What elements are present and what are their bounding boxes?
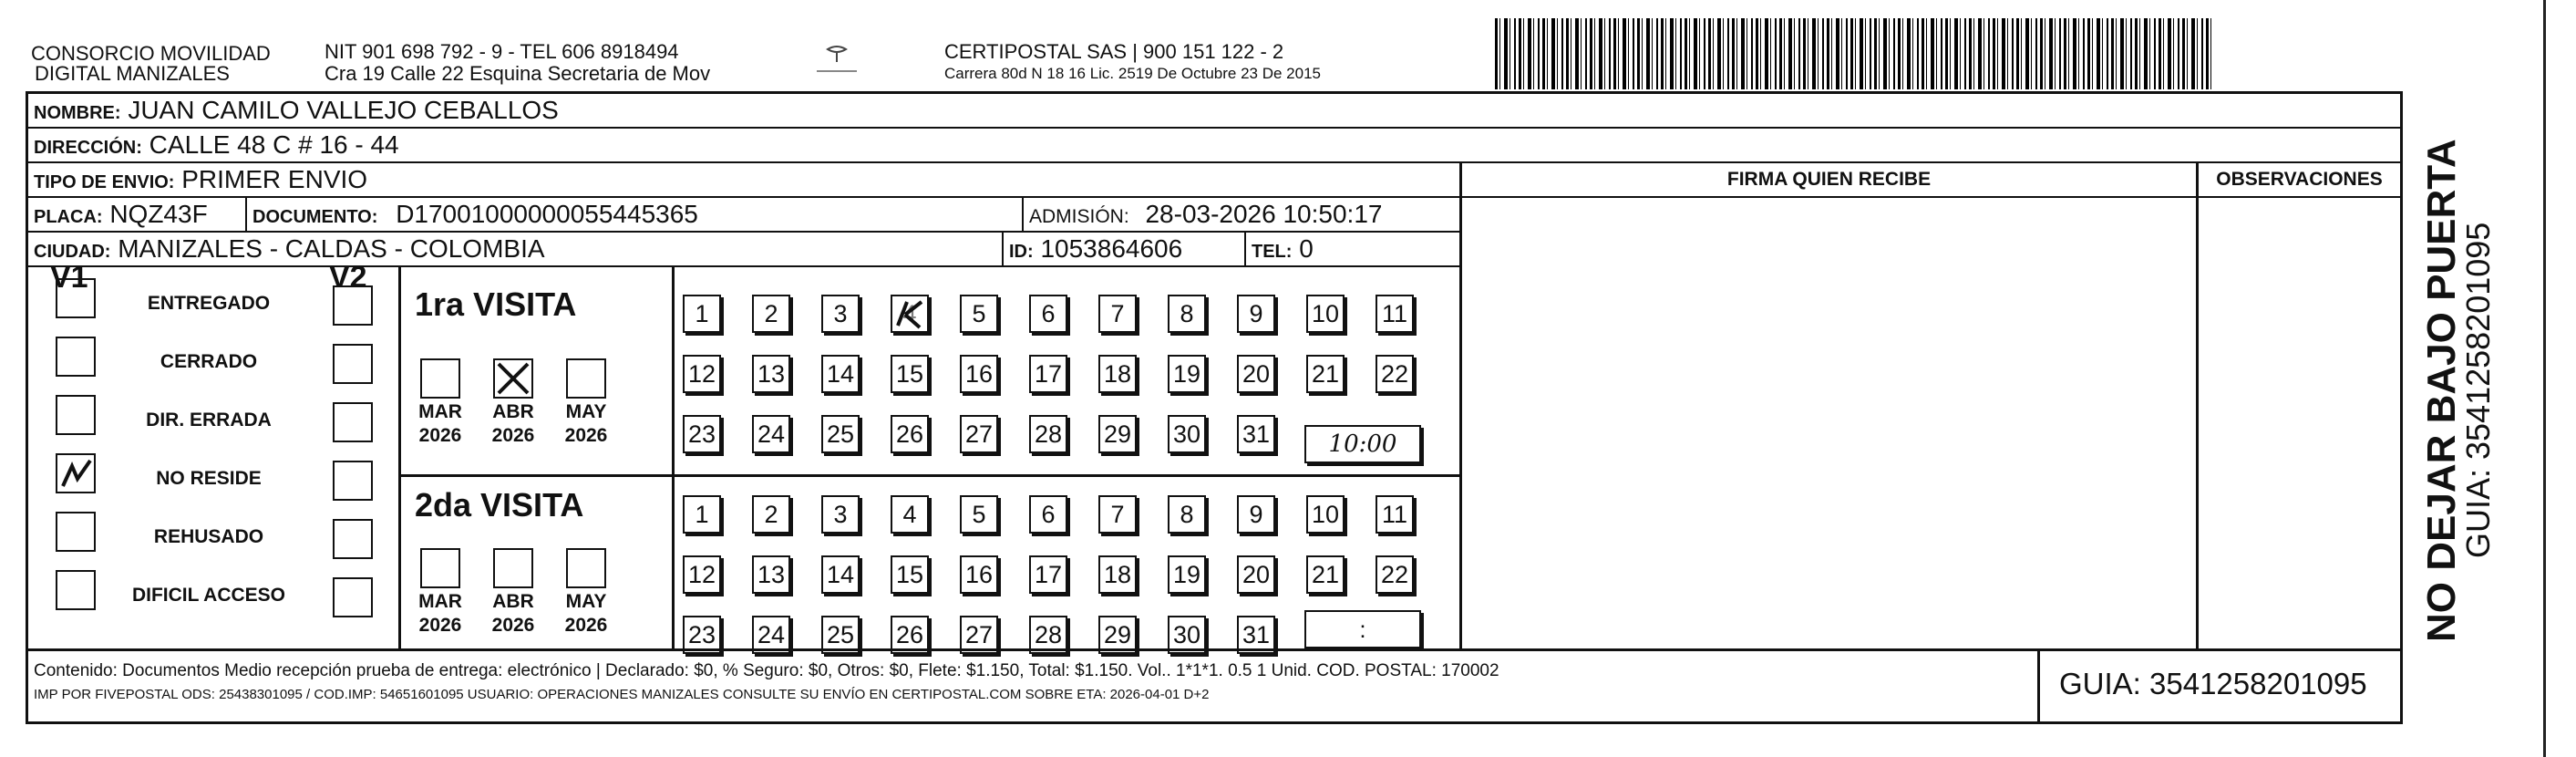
day-box-8[interactable]: 8	[1168, 295, 1206, 333]
month-label: MAR	[418, 591, 462, 612]
direccion-label: DIRECCIÓN:	[34, 138, 142, 158]
day-box-2[interactable]: 2	[752, 295, 790, 333]
month-label: ABR	[492, 401, 534, 422]
v1-checkbox-4[interactable]	[56, 512, 96, 552]
day-box-15[interactable]: 15	[891, 355, 929, 393]
month-option	[484, 400, 542, 448]
day-box-31[interactable]: 31	[1237, 415, 1275, 453]
day-box-23[interactable]: 23	[683, 616, 721, 654]
day-box-21[interactable]: 21	[1306, 355, 1345, 393]
day-box-16[interactable]: 16	[960, 555, 998, 594]
day-box-11[interactable]: 11	[1376, 295, 1414, 333]
day-box-3[interactable]: 3	[821, 495, 860, 534]
day-box-25[interactable]: 25	[821, 616, 860, 654]
ciudad-row	[28, 233, 1459, 267]
year-label: 2026	[491, 425, 535, 446]
v1-checkbox-3[interactable]	[56, 453, 96, 493]
day-box-16[interactable]: 16	[960, 355, 998, 393]
tipo-value: PRIMER ENVIO	[181, 165, 368, 193]
day-box-11[interactable]: 11	[1376, 495, 1414, 534]
day-box-6[interactable]: 6	[1029, 495, 1067, 534]
day-box-1[interactable]: 1	[683, 295, 721, 333]
month-checkbox-abr[interactable]	[493, 358, 533, 399]
tel-value: 0	[1299, 234, 1314, 263]
admision-label: ADMISIÓN:	[1029, 206, 1129, 227]
second-visit-title: 2da VISITA	[415, 486, 584, 524]
year-label: 2026	[564, 615, 608, 636]
month-option	[484, 590, 542, 638]
v2-checkbox-1[interactable]	[333, 344, 373, 384]
tipo-row	[28, 163, 1459, 198]
no-dejar-bajo-puerta: NO DEJAR BAJO PUERTA	[2419, 139, 2464, 642]
month-option	[411, 590, 469, 638]
observaciones-label: OBSERVACIONES	[2216, 169, 2383, 190]
footer-guia-divider	[2037, 650, 2040, 721]
day-box-10[interactable]: 10	[1306, 295, 1345, 333]
status-option-label: REHUSADO	[153, 526, 264, 547]
month-divider	[672, 267, 675, 650]
day-box-12[interactable]: 12	[683, 355, 721, 393]
footer-guia: GUIA: 3541258201095	[2059, 667, 2367, 700]
month-checkbox-mar[interactable]	[420, 548, 460, 588]
year-label: 2026	[491, 615, 535, 636]
id-value: 1053864606	[1040, 234, 1183, 263]
day-box-24[interactable]: 24	[752, 616, 790, 654]
v2-checkbox-0[interactable]	[333, 285, 373, 326]
documento-cell	[245, 198, 1049, 231]
documento-label: DOCUMENTO:	[252, 207, 378, 227]
day-box-3[interactable]: 3	[821, 295, 860, 333]
v2-label: V2	[329, 260, 367, 295]
day-box-26[interactable]: 26	[891, 415, 929, 453]
day-box-9[interactable]: 9	[1237, 495, 1275, 534]
v1-checkbox-2[interactable]	[56, 395, 96, 435]
day-box-29[interactable]: 29	[1098, 616, 1137, 654]
month-checkbox-may[interactable]	[566, 358, 606, 399]
month-label: ABR	[492, 591, 534, 612]
courier-name-line: CERTIPOSTAL SAS | 900 151 122 - 2	[944, 40, 1284, 63]
nombre-label: NOMBRE:	[34, 103, 121, 123]
year-label: 2026	[564, 425, 608, 446]
day-box-30[interactable]: 30	[1168, 415, 1206, 453]
month-label: MAR	[418, 401, 462, 422]
direccion-value: CALLE 48 C # 16 - 44	[149, 130, 399, 159]
status-option-label: DIR. ERRADA	[146, 410, 272, 430]
month-label: MAY	[565, 591, 607, 612]
month-label: MAY	[565, 401, 607, 422]
day-box-13[interactable]: 13	[752, 355, 790, 393]
status-option-label: NO RESIDE	[156, 468, 262, 489]
address-line: Cra 19 Calle 22 Esquina Secretaria de Mov	[325, 62, 711, 85]
status-option-label: ENTREGADO	[147, 293, 271, 314]
day-box-13[interactable]: 13	[752, 555, 790, 594]
day-box-27[interactable]: 27	[960, 415, 998, 453]
day-box-9[interactable]: 9	[1237, 295, 1275, 333]
v2-checkbox-2[interactable]	[333, 402, 373, 442]
day-box-8[interactable]: 8	[1168, 495, 1206, 534]
documento-value: D17001000000055445365	[396, 200, 698, 228]
day-box-6[interactable]: 6	[1029, 295, 1067, 333]
day-box-20[interactable]: 20	[1237, 355, 1275, 393]
footer-print-line: IMP POR FIVEPOSTAL ODS: 25438301095 / COD.IMP: 54651601095 USUARIO: OPERACIONES MANIZALES CONSULTE SU ENVÍO EN CERTIPOSTAL.COM SOBRE ETA: 2026-04-01 D+2	[34, 687, 1210, 702]
day-box-28[interactable]: 28	[1029, 616, 1067, 654]
day-box-18[interactable]: 18	[1098, 355, 1137, 393]
admision-cell	[1022, 198, 1461, 231]
day-box-7[interactable]: 7	[1098, 495, 1137, 534]
nombre-value: JUAN CAMILO VALLEJO CEBALLOS	[128, 96, 559, 124]
id-cell	[1002, 233, 1250, 265]
tel-label: TEL:	[1252, 242, 1293, 262]
month-option	[557, 590, 615, 638]
v2-checkbox-3[interactable]	[333, 461, 373, 501]
id-label: ID:	[1009, 242, 1034, 262]
day-box-26[interactable]: 26	[891, 616, 929, 654]
day-box-4[interactable]: 4	[891, 495, 929, 534]
day-box-20[interactable]: 20	[1237, 555, 1275, 594]
page-edge-line	[2543, 0, 2546, 757]
direccion-row	[28, 129, 2400, 163]
day-box-17[interactable]: 17	[1029, 355, 1067, 393]
delivery-form	[26, 91, 2403, 724]
day-box-1[interactable]: 1	[683, 495, 721, 534]
ciudad-value: MANIZALES - CALDAS - COLOMBIA	[118, 234, 545, 263]
day-box-19[interactable]: 19	[1168, 555, 1206, 594]
day-box-28[interactable]: 28	[1029, 415, 1067, 453]
day-box-25[interactable]: 25	[821, 415, 860, 453]
status-divider	[398, 267, 401, 650]
month-checkbox-may[interactable]	[566, 548, 606, 588]
ciudad-label: CIUDAD:	[34, 242, 111, 262]
day-box-12[interactable]: 12	[683, 555, 721, 594]
second-visit-time[interactable]: :	[1304, 610, 1421, 648]
year-label: 2026	[418, 425, 462, 446]
month-checkbox-mar[interactable]	[420, 358, 460, 399]
day-box-22[interactable]: 22	[1376, 555, 1414, 594]
observaciones-area[interactable]	[2199, 198, 2400, 648]
v2-checkbox-4[interactable]	[333, 519, 373, 559]
placa-label: PLACA:	[34, 207, 103, 227]
day-box-2[interactable]: 2	[752, 495, 790, 534]
tipo-label: TIPO DE ENVIO:	[34, 172, 175, 192]
firma-label: FIRMA QUIEN RECIBE	[1726, 169, 1932, 190]
day-box-24[interactable]: 24	[752, 415, 790, 453]
firma-area[interactable]	[1462, 198, 2196, 648]
v1-checkbox-5[interactable]	[56, 570, 96, 610]
day-box-14[interactable]: 14	[821, 555, 860, 594]
barcode	[1495, 18, 2215, 89]
day-box-23[interactable]: 23	[683, 415, 721, 453]
visit-divider	[398, 474, 1459, 477]
day-box-31[interactable]: 31	[1237, 616, 1275, 654]
day-box-18[interactable]: 18	[1098, 555, 1137, 594]
day-box-5[interactable]: 5	[960, 295, 998, 333]
v1-checkbox-0[interactable]	[56, 278, 96, 318]
day-box-22[interactable]: 22	[1376, 355, 1414, 393]
status-option-label: CERRADO	[160, 351, 258, 372]
side-guia: GUIA: 3541258201095	[2459, 222, 2497, 558]
tel-cell	[1244, 233, 1461, 265]
day-box-21[interactable]: 21	[1306, 555, 1345, 594]
company-name-line1: CONSORCIO MOVILIDAD	[31, 42, 271, 65]
admision-value: 28-03-2026 10:50:17	[1145, 200, 1383, 228]
year-label: 2026	[418, 615, 462, 636]
courier-license-line: Carrera 80d N 18 16 Lic. 2519 De Octubre 23 De 2015	[944, 65, 1321, 82]
v1-checkbox-1[interactable]	[56, 337, 96, 377]
company-name-line2: DIGITAL MANIZALES	[35, 62, 230, 85]
day-box-17[interactable]: 17	[1029, 555, 1067, 594]
day-box-30[interactable]: 30	[1168, 616, 1206, 654]
placa-value: NQZ43F	[109, 200, 208, 228]
v1-label: V1	[50, 260, 88, 295]
footer-content-line: Contenido: Documentos Medio recepción prueba de entrega: electrónico | Declarado: $0, % Seguro: $0, Otros: $0, Flete: $1.150, Total: $1.150. Vol.. 1*1*1. 0.5 1 Unid. COD. POSTAL: 170002	[34, 661, 1499, 680]
month-checkbox-abr[interactable]	[493, 548, 533, 588]
courier-logo	[811, 42, 862, 78]
placa-row	[28, 198, 1459, 233]
nit-line: NIT 901 698 792 - 9 - TEL 606 8918494	[325, 40, 679, 63]
day-box-14[interactable]: 14	[821, 355, 860, 393]
day-box-15[interactable]: 15	[891, 555, 929, 594]
day-box-5[interactable]: 5	[960, 495, 998, 534]
day-box-27[interactable]: 27	[960, 616, 998, 654]
day-box-7[interactable]: 7	[1098, 295, 1137, 333]
day-box-19[interactable]: 19	[1168, 355, 1206, 393]
footer-divider	[28, 648, 2400, 651]
month-option	[411, 400, 469, 448]
day-box-4[interactable]: 4	[891, 295, 929, 333]
nombre-row	[28, 94, 2400, 129]
month-option	[557, 400, 615, 448]
first-visit-time[interactable]: 10:00	[1304, 425, 1421, 463]
day-box-29[interactable]: 29	[1098, 415, 1137, 453]
day-box-10[interactable]: 10	[1306, 495, 1345, 534]
status-option-label: DIFICIL ACCESO	[131, 585, 285, 606]
v2-checkbox-5[interactable]	[333, 577, 373, 617]
first-visit-title: 1ra VISITA	[415, 285, 577, 323]
